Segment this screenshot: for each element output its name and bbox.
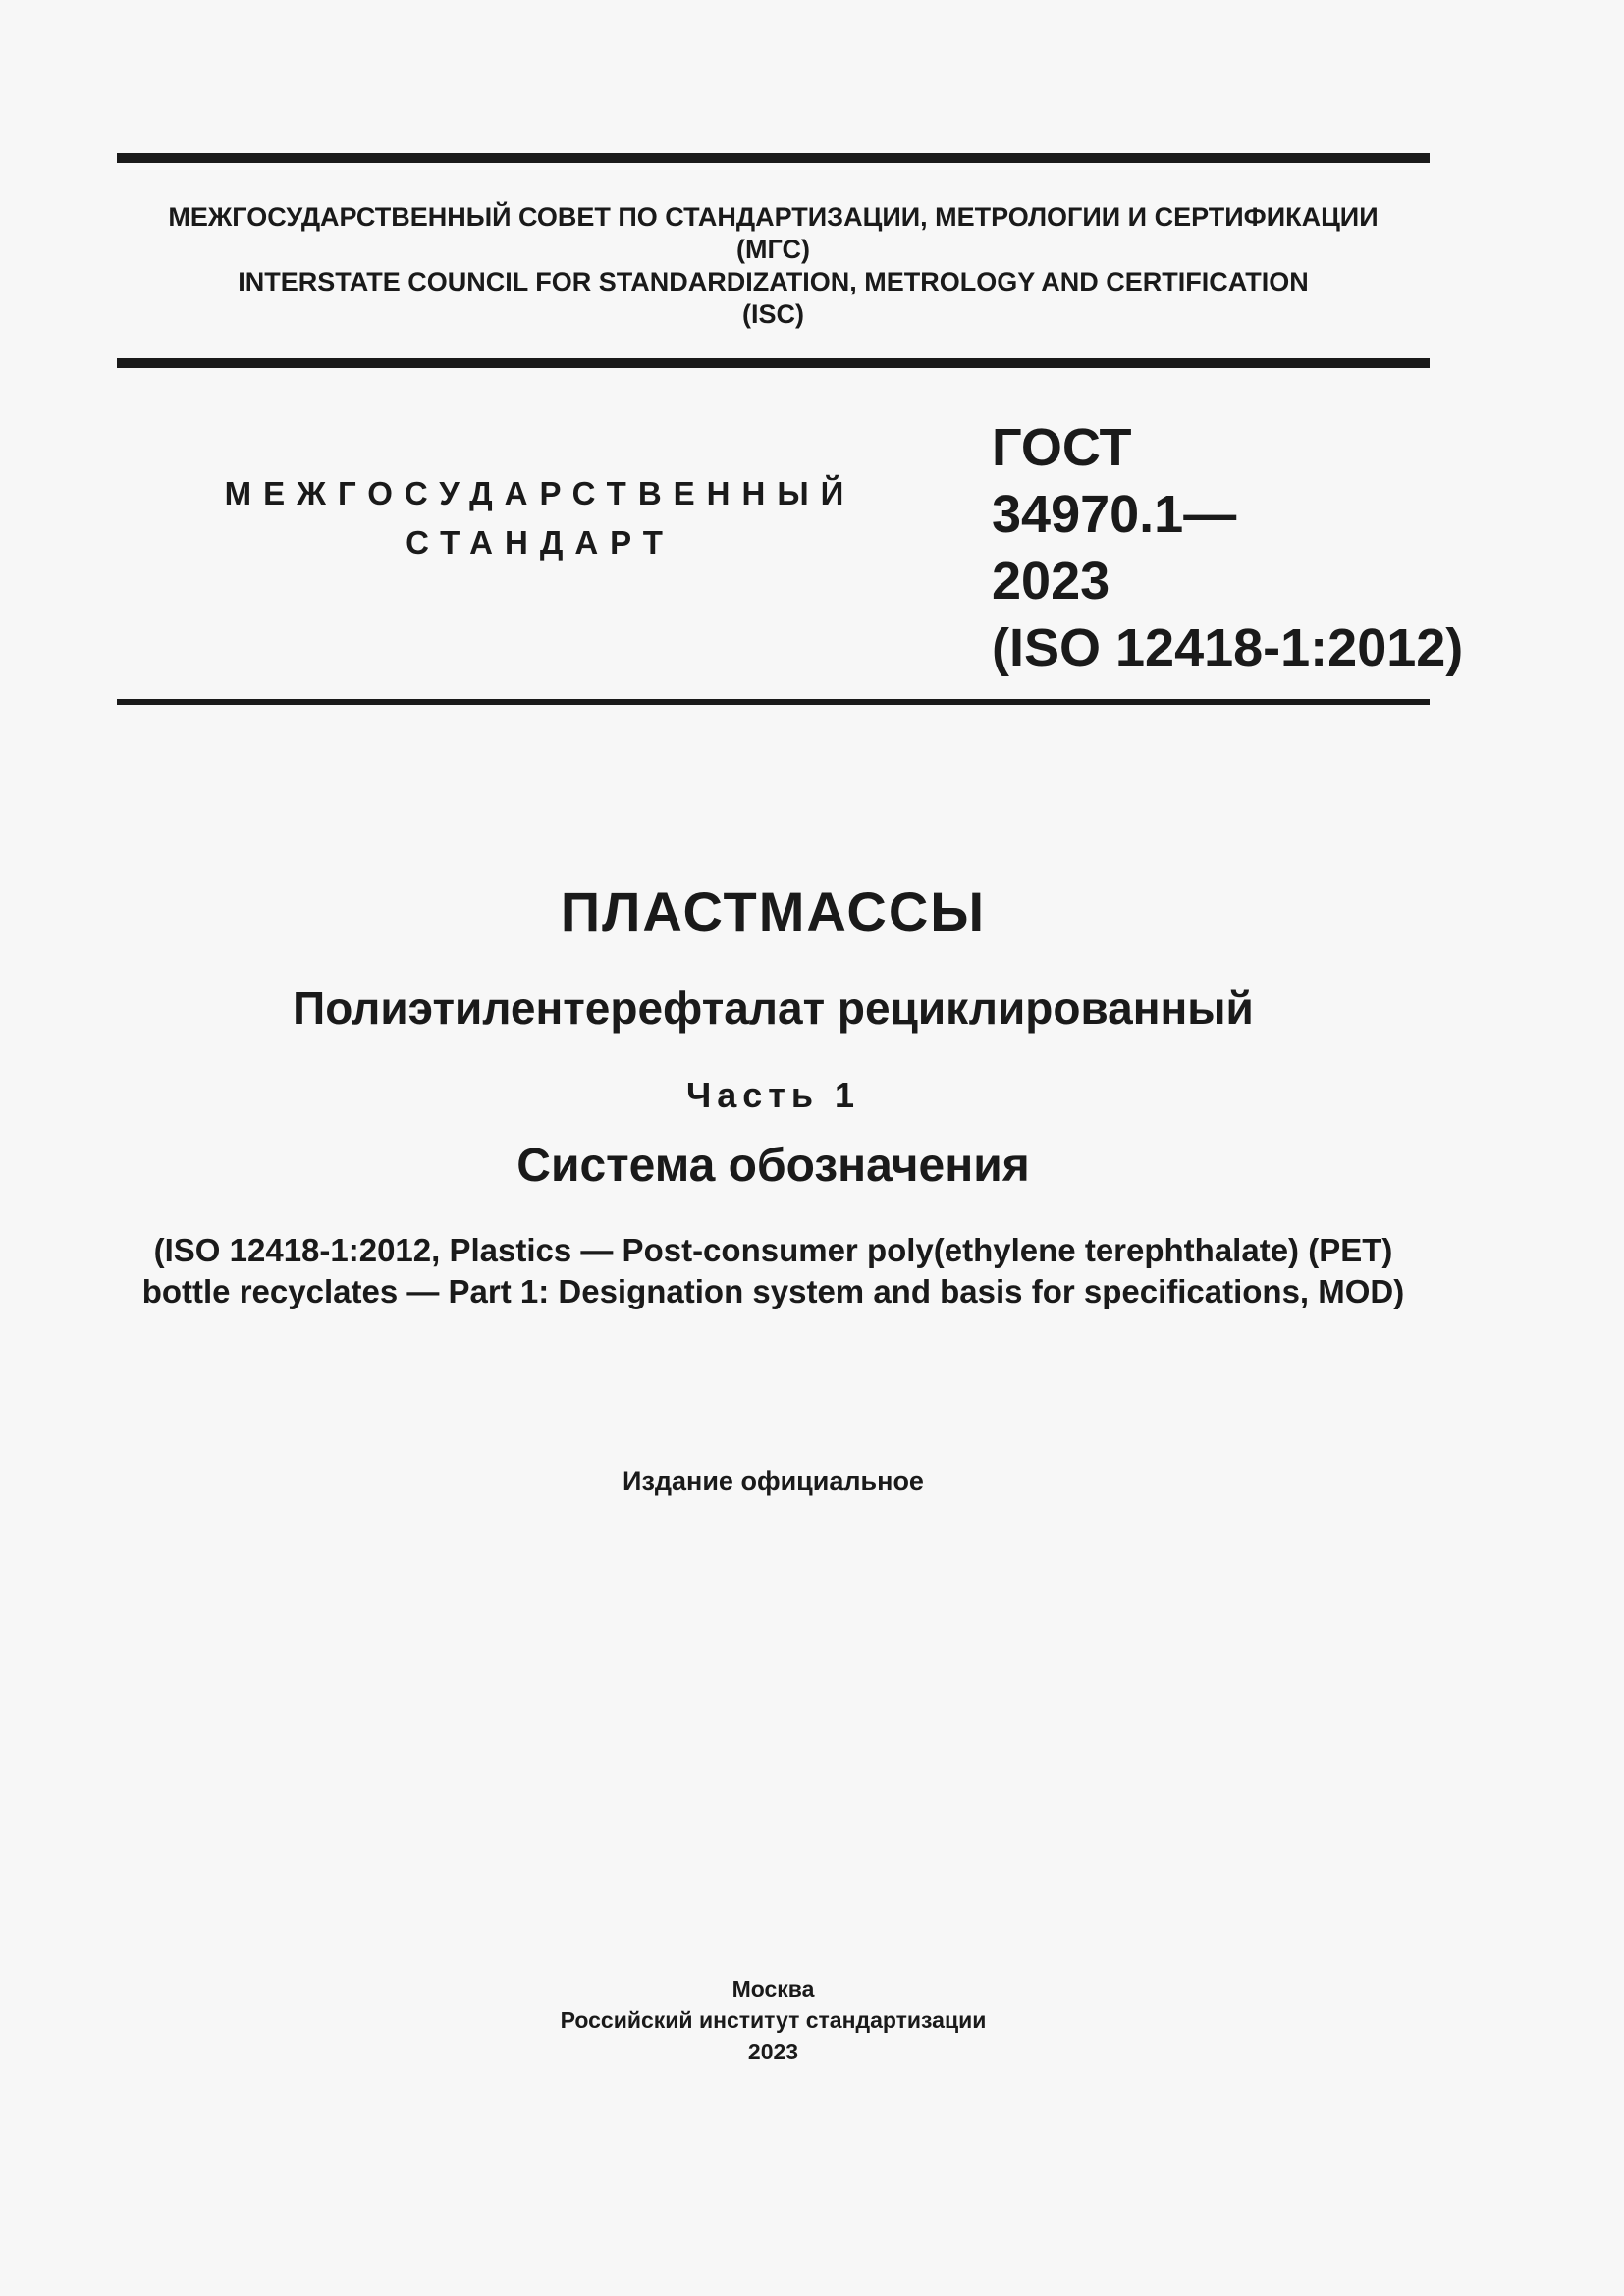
edition-note: Издание официальное	[623, 1467, 924, 1496]
middle-rule	[117, 358, 1430, 368]
international-reference	[98, 1230, 1448, 1312]
designation-year: 2023	[992, 552, 1110, 611]
imprint-year: 2023	[747, 2039, 799, 2064]
document-part: Часть 1	[685, 1075, 861, 1115]
standard-kind-line2: СТАНДАРТ	[406, 524, 675, 561]
document-subtitle: Полиэтилентерефталат рециклированный	[293, 983, 1254, 1034]
standard-kind-line1: МЕЖГОСУДАРСТВЕННЫЙ	[224, 475, 856, 511]
document-title: ПЛАСТМАССЫ	[560, 881, 987, 942]
council-name-en: INTERSTATE COUNCIL FOR STANDARDIZATION, METROLOGY AND CERTIFICATION	[238, 267, 1309, 296]
top-rule	[117, 153, 1430, 163]
document-part-title: Система обозначения	[516, 1140, 1030, 1192]
council-name-ru: МЕЖГОСУДАРСТВЕННЫЙ СОВЕТ ПО СТАНДАРТИЗАЦИИ, МЕТРОЛОГИИ И СЕРТИФИКАЦИИ	[168, 202, 1379, 232]
standard-kind	[187, 469, 893, 567]
designation-prefix: ГОСТ	[992, 418, 1132, 477]
designation-iso-ref: (ISO 12418-1:2012)	[992, 618, 1464, 677]
international-reference-line1: (ISO 12418-1:2012, Plastics — Post-consumer poly(ethylene terephthalate) (PET)	[153, 1232, 1393, 1268]
imprint-publisher: Российский институт стандартизации	[560, 2007, 987, 2033]
designation-number: 34970.1—	[992, 485, 1237, 544]
international-reference-line2: bottle recyclates — Part 1: Designation system and basis for specifications, MOD)	[141, 1273, 1405, 1309]
council-header	[117, 201, 1430, 331]
standard-designation	[992, 414, 1464, 681]
council-abbr-ru: (МГС)	[736, 235, 810, 264]
imprint	[117, 1973, 1430, 2067]
council-abbr-en: (ISC)	[742, 299, 804, 329]
imprint-city: Москва	[731, 1976, 815, 2002]
lower-rule	[117, 699, 1430, 705]
